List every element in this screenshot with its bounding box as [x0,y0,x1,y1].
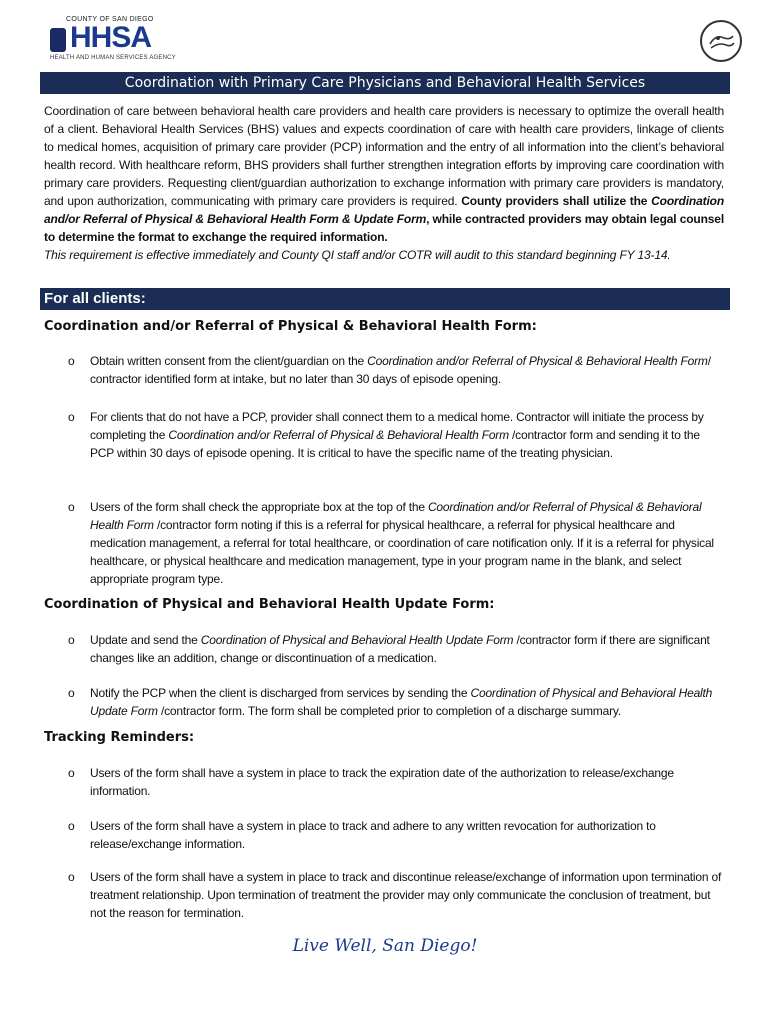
bullet-icon: o [68,686,75,700]
item-text: Users of the form shall have a system in place to track the expiration date of the authorization to release/exchange information. [90,766,674,798]
section-heading: For all clients: [40,288,730,310]
item-text: Users of the form shall have a system in place to track and adhere to any written revocation for authorization to release/exchange information. [90,819,656,851]
item-text-2: /contractor form noting if this is a referral for physical healthcare, a referral for physical healthcare and medication management, a referral for total healthcare, or coordination of care notification only. If it is a referral for physical healthcare, or physical healthcare and medication management, type in your program name in the blank, and select appropriate program type. [90,518,714,586]
logo-agency-text: HEALTH AND HUMAN SERVICES AGENCY [50,55,176,61]
list-item [68,868,728,926]
intro-audit-note: This requirement is effective immediately and County QI staff and/or COTR will audit to this standard beginning FY 13-14. [44,248,671,262]
hhsa-logo [44,16,184,64]
item-text-2: /contractor form and sending it to the PCP within 30 days of episode opening. It is critical to have the specific name of the treating physician. [90,428,700,460]
list-item [68,684,728,724]
county-emblem-icon [50,28,66,52]
intro-bold-text: County providers shall utilize the [461,194,652,208]
item-form-name: Coordination and/or Referral of Physical & Behavioral Health Form [367,354,708,368]
list-item [68,498,728,590]
logo-hhsa-text: HHSA [70,21,152,54]
intro-paragraph [44,102,724,264]
item-text: Users of the form shall have a system in place to track and discontinue release/exchange of information upon termination of treatment relationship. Upon termination of treatment the provider may only communicate the conclusion of treatment, but not the reason for termination. [90,870,722,920]
bullet-icon: o [68,633,75,647]
list-item [68,631,728,671]
list-item [68,764,728,804]
logo-county-text: COUNTY OF SAN DIEGO [66,16,154,23]
intro-text: Coordination of care between behavioral health care providers and health care providers is necessary to optimize the overall health of a client. Behavioral Health Services (BHS) values and expects coordination of care with health care providers, linkage of clients to medical homes, acquisition of primary care provider (PCP) information and the entry of all information into the client’s behavioral health record. With healthcare reform, BHS providers shall further strengthen integration efforts by improving care coordination with primary care providers. Requesting client/guardian authorization to exchange information with primary care providers is mandatory, and upon authorization, communicating with primary care providers is required. [44,104,724,208]
page-title: Coordination with Primary Care Physicians and Behavioral Health Services [40,72,730,94]
bullet-icon: o [68,500,75,514]
item-form-name: Coordination and/or Referral of Physical & Behavioral Health Form [90,500,702,532]
bullet-icon: o [68,819,75,833]
item-form-name: Coordination of Physical and Behavioral Health Update Form [200,633,514,647]
item-form-name: Coordination of Physical and Behavioral Health Update Form [90,686,713,718]
item-text-2: /contractor form. The form shall be completed prior to completion of a discharge summary. [157,704,621,718]
item-text: Notify the PCP when the client is discharged from services by sending the [90,686,471,700]
county-seal-icon [700,20,742,62]
bullet-icon: o [68,766,75,780]
item-text-2: /contractor form if there are significant changes like an addition, change or discontinuation of a medication. [90,633,710,665]
list-item [68,352,728,392]
item-text: Update and send the [90,633,201,647]
footer-slogan: Live Well, San Diego! [292,936,478,956]
intro-bold-text-2: , while contracted providers may obtain legal counsel to determine the format to exchange the required information. [44,212,725,244]
bullet-icon: o [68,410,75,424]
item-form-name: Coordination and/or Referral of Physical & Behavioral Health Form [168,428,509,442]
list-item [68,408,728,482]
group-heading: Tracking Reminders: [44,730,195,745]
list-item [68,817,728,857]
group-heading: Coordination of Physical and Behavioral Health Update Form: [44,597,495,612]
item-text-2: / contractor identified form at intake, but no later than 30 days of episode opening. [90,354,711,386]
item-text: For clients that do not have a PCP, provider shall connect them to a medical home. Contractor will initiate the process by completing the [90,410,704,442]
item-text: Obtain written consent from the client/guardian on the [90,354,368,368]
group-heading: Coordination and/or Referral of Physical & Behavioral Health Form: [44,319,537,334]
bullet-icon: o [68,870,75,884]
bullet-icon: o [68,354,75,368]
intro-form-name: Coordination and/or Referral of Physical & Behavioral Health Form & Update Form [44,194,724,226]
item-text: Users of the form shall check the appropriate box at the top of the [90,500,428,514]
